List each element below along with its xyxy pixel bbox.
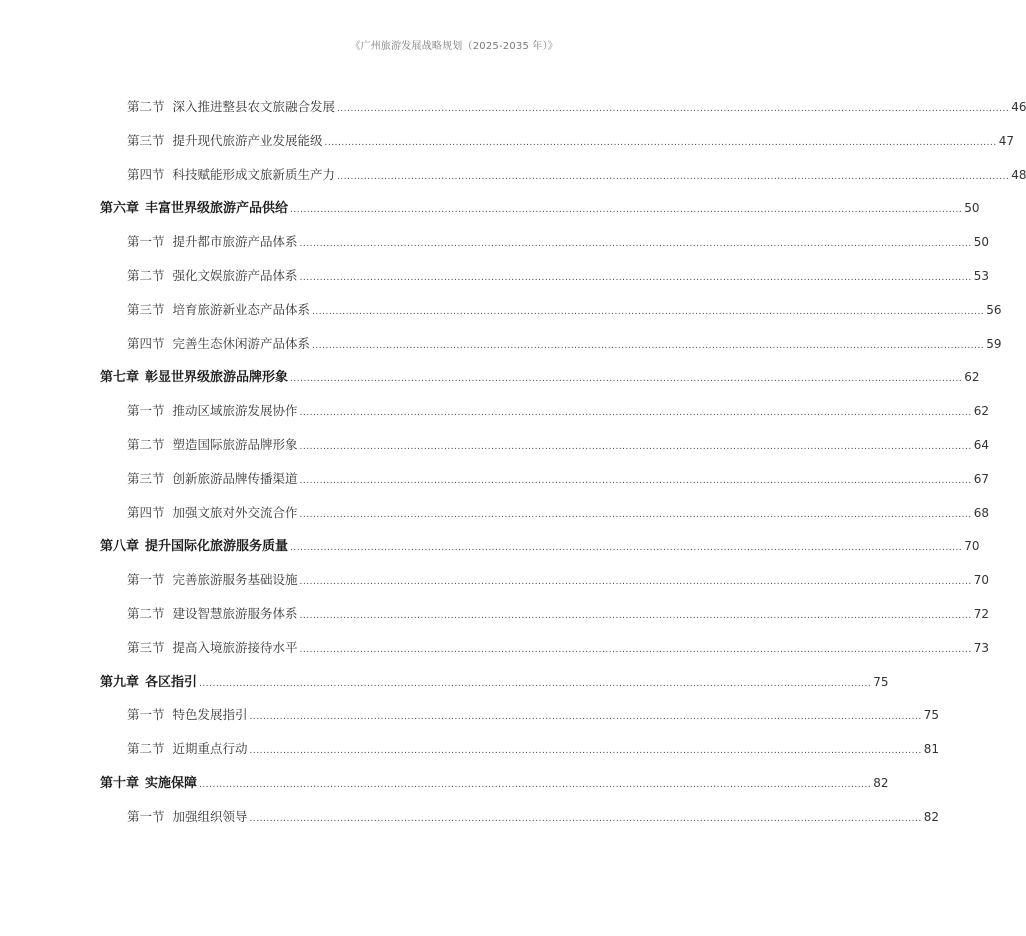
toc-section-entry[interactable] <box>127 97 1026 117</box>
toc-entry-title <box>127 300 310 320</box>
toc-dot-leader: ........................................................................................................................................................................................................ <box>299 408 972 419</box>
toc-entry-title <box>127 469 298 489</box>
toc-page-number: 47 <box>998 133 1014 148</box>
toc-entry-title <box>127 131 323 151</box>
toc-entry-text: 彰显世界级旅游品牌形象 <box>145 370 289 386</box>
toc-page-number: 73 <box>973 640 989 655</box>
toc-chapter-entry[interactable] <box>100 198 980 218</box>
toc-dot-leader: ........................................................................................................................................................................................................ <box>337 104 1010 114</box>
toc-section-entry[interactable] <box>127 604 989 624</box>
toc-section-entry[interactable] <box>127 807 939 827</box>
toc-page-number: 72 <box>973 607 989 621</box>
toc-page-number: 64 <box>973 438 989 452</box>
toc-entry-text: 加强文旅对外交流合作 <box>172 504 298 520</box>
toc-entry-title <box>127 165 335 185</box>
toc-section-entry[interactable] <box>127 705 939 725</box>
toc-section-entry[interactable] <box>127 435 989 455</box>
toc-entry-number: 第一节 <box>127 572 165 588</box>
toc-entry-number: 第一节 <box>127 808 165 824</box>
toc-entry-title <box>100 774 197 794</box>
toc-entry-number: 第一节 <box>127 707 165 723</box>
toc-page-number: 82 <box>873 776 889 790</box>
toc-entry-title <box>127 232 298 252</box>
toc-entry-title <box>127 503 298 523</box>
toc-dot-leader: ........................................................................................................................................................................................................ <box>290 374 963 385</box>
toc-entry-text: 完善生态休闲游产品体系 <box>172 335 311 351</box>
toc-dot-leader: ........................................................................................................................................................................................................ <box>249 712 922 723</box>
toc-page-number: 68 <box>973 505 989 520</box>
toc-dot-leader: ........................................................................................................................................................................................................ <box>299 442 972 452</box>
toc-dot-leader: ........................................................................................................................................................................................................ <box>337 171 1010 182</box>
toc-dot-leader: ........................................................................................................................................................................................................ <box>299 509 972 520</box>
toc-entry-number: 第四节 <box>127 504 165 520</box>
toc-entry-number: 第六章 <box>100 201 140 217</box>
toc-entry-title <box>100 673 197 693</box>
toc-page-number: 53 <box>973 269 989 283</box>
toc-entry-text: 建设智慧旅游服务体系 <box>172 606 298 621</box>
toc-entry-number: 第三节 <box>127 639 165 655</box>
toc-entry-text: 提升都市旅游产品体系 <box>172 234 298 250</box>
toc-page-number: 46 <box>1011 100 1026 114</box>
toc-page-number: 75 <box>923 708 939 723</box>
toc-entry-number: 第二节 <box>127 437 165 452</box>
toc-page-number: 50 <box>964 201 980 216</box>
toc-entry-number: 第二节 <box>127 268 165 283</box>
toc-entry-text: 提升现代旅游产业发展能级 <box>172 132 323 148</box>
toc-page-number: 50 <box>973 235 989 250</box>
toc-entry-title <box>127 705 248 725</box>
toc-section-entry[interactable] <box>127 334 1002 354</box>
toc-entry-title <box>127 807 248 827</box>
toc-entry-number: 第八章 <box>100 539 140 555</box>
toc-entry-text: 丰富世界级旅游产品供给 <box>145 201 289 217</box>
toc-section-entry[interactable] <box>127 739 939 759</box>
toc-entry-title <box>127 266 298 286</box>
toc-page-number: 62 <box>964 370 980 385</box>
toc-page-number: 70 <box>973 573 989 588</box>
toc-entry-text: 培育旅游新业态产品体系 <box>172 301 311 317</box>
toc-dot-leader: ........................................................................................................................................................................................................ <box>290 205 963 216</box>
toc-entry-number: 第一节 <box>127 403 165 419</box>
toc-entry-title <box>127 401 298 421</box>
toc-chapter-entry[interactable] <box>100 367 980 387</box>
toc-entry-number: 第十章 <box>100 776 140 791</box>
toc-dot-leader: ........................................................................................................................................................................................................ <box>299 475 972 486</box>
toc-section-entry[interactable] <box>127 165 1026 185</box>
toc-entry-text: 提高入境旅游接待水平 <box>172 639 298 655</box>
toc-entry-text: 特色发展指引 <box>172 707 248 723</box>
toc-page-number: 70 <box>964 539 980 554</box>
toc-entry-title <box>127 334 310 354</box>
toc-entry-number: 第三节 <box>127 470 165 486</box>
toc-entry-text: 实施保障 <box>145 776 198 791</box>
toc-entry-title <box>127 435 298 455</box>
toc-entry-text: 深入推进整县农文旅融合发展 <box>172 99 336 114</box>
document-running-header: 《广州旅游发展战略规划（2025-2035 年）》 <box>350 41 558 52</box>
toc-dot-leader: ........................................................................................................................................................................................................ <box>299 239 972 250</box>
toc-section-entry[interactable] <box>127 469 989 489</box>
toc-dot-leader: ........................................................................................................................................................................................................ <box>299 644 972 655</box>
toc-entry-text: 科技赋能形成文旅新质生产力 <box>172 166 336 182</box>
toc-dot-leader: ........................................................................................................................................................................................................ <box>299 273 972 283</box>
toc-entry-number: 第三节 <box>127 301 165 317</box>
toc-section-entry[interactable] <box>127 570 989 590</box>
toc-dot-leader: ........................................................................................................................................................................................................ <box>299 577 972 588</box>
toc-page-number: 82 <box>923 809 939 824</box>
toc-entry-title <box>127 570 298 590</box>
toc-chapter-entry[interactable] <box>100 773 889 793</box>
toc-entry-number: 第九章 <box>100 674 140 690</box>
toc-page-number: 81 <box>923 742 939 757</box>
toc-entry-text: 强化文娱旅游产品体系 <box>172 268 298 283</box>
toc-dot-leader: ........................................................................................................................................................................................................ <box>199 780 872 790</box>
toc-dot-leader: ........................................................................................................................................................................................................ <box>199 678 872 689</box>
toc-dot-leader: ........................................................................................................................................................................................................ <box>249 813 922 824</box>
toc-dot-leader: ........................................................................................................................................................................................................ <box>324 137 997 148</box>
toc-section-entry[interactable] <box>127 638 989 658</box>
toc-entry-title <box>100 537 288 557</box>
toc-entry-title <box>100 199 288 219</box>
toc-entry-title <box>127 739 248 759</box>
toc-entry-title <box>100 368 288 388</box>
toc-entry-number: 第二节 <box>127 741 165 757</box>
toc-page-number: 67 <box>973 471 989 486</box>
toc-entry-number: 第二节 <box>127 99 165 114</box>
toc-entry-text: 近期重点行动 <box>172 741 248 757</box>
toc-page-number: 48 <box>1011 167 1026 182</box>
toc-section-entry[interactable] <box>127 131 1014 151</box>
toc-entry-text: 提升国际化旅游服务质量 <box>145 539 289 555</box>
toc-dot-leader: ........................................................................................................................................................................................................ <box>312 340 985 351</box>
toc-section-entry[interactable] <box>127 401 989 421</box>
toc-dot-leader: ........................................................................................................................................................................................................ <box>249 746 922 757</box>
toc-entry-number: 第七章 <box>100 370 140 386</box>
toc-page-number: 59 <box>986 336 1002 351</box>
toc-entry-text: 各区指引 <box>145 674 198 690</box>
toc-section-entry[interactable] <box>127 266 989 286</box>
toc-entry-text: 塑造国际旅游品牌形象 <box>172 437 298 452</box>
toc-entry-title <box>127 604 298 624</box>
toc-entry-title <box>127 97 335 117</box>
toc-page-number: 56 <box>986 302 1002 317</box>
toc-page-number: 75 <box>873 674 889 689</box>
toc-entry-number: 第四节 <box>127 335 165 351</box>
toc-dot-leader: ........................................................................................................................................................................................................ <box>312 306 985 317</box>
toc-page-number: 62 <box>973 404 989 419</box>
toc-entry-number: 第二节 <box>127 606 165 621</box>
toc-entry-text: 推动区域旅游发展协作 <box>172 403 298 419</box>
toc-chapter-entry[interactable] <box>100 536 980 556</box>
toc-section-entry[interactable] <box>127 232 989 252</box>
toc-dot-leader: ........................................................................................................................................................................................................ <box>290 543 963 554</box>
toc-entry-number: 第一节 <box>127 234 165 250</box>
toc-entry-text: 创新旅游品牌传播渠道 <box>172 470 298 486</box>
toc-section-entry[interactable] <box>127 503 989 523</box>
toc-section-entry[interactable] <box>127 300 1002 320</box>
toc-entry-title <box>127 638 298 658</box>
toc-dot-leader: ........................................................................................................................................................................................................ <box>299 611 972 621</box>
toc-entry-number: 第三节 <box>127 132 165 148</box>
toc-entry-number: 第四节 <box>127 166 165 182</box>
toc-entry-text: 完善旅游服务基础设施 <box>172 572 298 588</box>
toc-chapter-entry[interactable] <box>100 672 889 692</box>
toc-entry-text: 加强组织领导 <box>172 808 248 824</box>
